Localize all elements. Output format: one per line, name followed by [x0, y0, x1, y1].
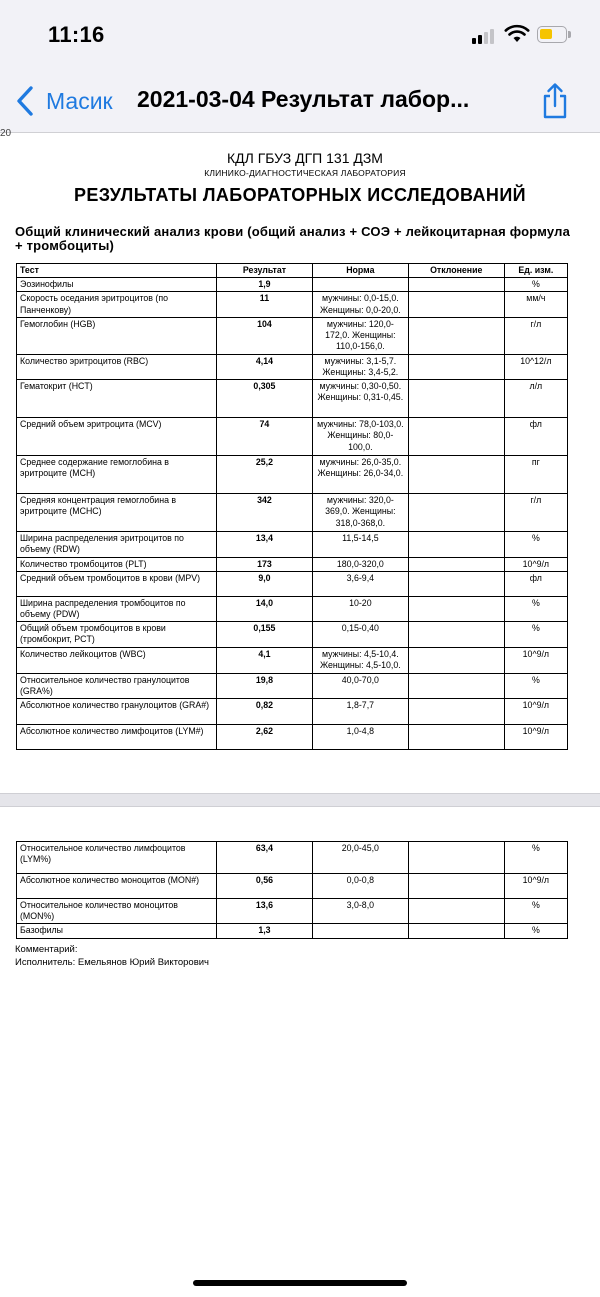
- table-row: [17, 317, 568, 354]
- header-unit: Ед. изм.: [504, 264, 567, 278]
- cell-test: Количество эритроцитов (RBC): [17, 354, 217, 379]
- cell-result: 25,2: [216, 456, 312, 494]
- cell-deviation: [408, 874, 504, 899]
- cell-unit: 10^9/л: [504, 874, 567, 899]
- results-table-page-1: [16, 263, 568, 750]
- cell-unit: %: [504, 596, 567, 621]
- cell-deviation: [408, 699, 504, 725]
- cell-norm: мужчины: 320,0-369,0. Женщины: 318,0-368,0.: [312, 494, 408, 532]
- cell-result: 11: [216, 292, 312, 317]
- table-row: [17, 557, 568, 571]
- cell-unit: л/л: [504, 380, 567, 418]
- executor-line: Исполнитель: Емельянов Юрий Викторович: [15, 956, 210, 968]
- table-row: [17, 494, 568, 532]
- cell-test: Количество лейкоцитов (WBC): [17, 648, 217, 673]
- cell-unit: %: [504, 673, 567, 698]
- page-separator: [0, 793, 600, 807]
- organization-name: КДЛ ГБУЗ ДГП 131 ДЗМ: [227, 150, 383, 166]
- cell-norm: 0,15-0,40: [312, 622, 408, 648]
- cell-result: 4,1: [216, 648, 312, 673]
- share-icon[interactable]: [540, 82, 570, 120]
- header-norm: Норма: [312, 264, 408, 278]
- cell-deviation: [408, 842, 504, 874]
- section-title: Общий клинический анализ крови (общий анализ + СОЭ + лейкоцитарная формула + тромбоциты): [15, 224, 571, 253]
- cell-result: 4,14: [216, 354, 312, 379]
- wifi-icon: [504, 24, 530, 44]
- table-row: [17, 622, 568, 648]
- cell-result: 0,305: [216, 380, 312, 418]
- cell-norm: мужчины: 120,0-172,0. Женщины: 110,0-156,0.: [312, 317, 408, 354]
- cell-deviation: [408, 571, 504, 596]
- cell-deviation: [408, 899, 504, 924]
- cell-unit: 10^9/л: [504, 725, 567, 750]
- cell-deviation: [408, 622, 504, 648]
- cell-deviation: [408, 596, 504, 621]
- cell-result: 13,4: [216, 532, 312, 557]
- cell-result: 0,56: [216, 874, 312, 899]
- table-row: [17, 418, 568, 456]
- cell-deviation: [408, 354, 504, 379]
- cell-test: Ширина распределения тромбоцитов по объему (PDW): [17, 596, 217, 621]
- document-header: [0, 150, 600, 178]
- cell-unit: %: [504, 622, 567, 648]
- table-row: [17, 532, 568, 557]
- cell-test: Количество тромбоцитов (PLT): [17, 557, 217, 571]
- cell-test: Средняя концентрация гемоглобина в эритроците (MCHC): [17, 494, 217, 532]
- cell-norm: 1,0-4,8: [312, 725, 408, 750]
- cell-deviation: [408, 494, 504, 532]
- cell-result: 9,0: [216, 571, 312, 596]
- cell-norm: 3,0-8,0: [312, 899, 408, 924]
- table-row: [17, 278, 568, 292]
- document-footer: [15, 944, 209, 969]
- cell-norm: мужчины: 3,1-5,7. Женщины: 3,4-5,2.: [312, 354, 408, 379]
- cell-unit: 10^9/л: [504, 557, 567, 571]
- back-label: Масик: [46, 87, 113, 114]
- cell-result: 1,9: [216, 278, 312, 292]
- cell-unit: мм/ч: [504, 292, 567, 317]
- cell-test: Базофилы: [17, 924, 217, 938]
- cell-norm: мужчины: 4,5-10,4. Женщины: 4,5-10,0.: [312, 648, 408, 673]
- cell-result: 74: [216, 418, 312, 456]
- document-title: РЕЗУЛЬТАТЫ ЛАБОРАТОРНЫХ ИССЛЕДОВАНИЙ: [73, 185, 527, 205]
- cell-test: Средний объем эритроцита (MCV): [17, 418, 217, 456]
- table-row: [17, 725, 568, 750]
- cell-test: Абсолютное количество лимфоцитов (LYM#): [17, 725, 217, 750]
- cell-result: 14,0: [216, 596, 312, 621]
- cell-unit: пг: [504, 456, 567, 494]
- cell-norm: 10-20: [312, 596, 408, 621]
- cell-test: Относительное количество гранулоцитов (GRA%): [17, 673, 217, 698]
- cell-deviation: [408, 456, 504, 494]
- cell-deviation: [408, 278, 504, 292]
- table-row: [17, 571, 568, 596]
- battery-tip: [568, 31, 571, 38]
- cell-unit: фл: [504, 571, 567, 596]
- table-row: [17, 842, 568, 874]
- table-row: [17, 292, 568, 317]
- cell-deviation: [408, 648, 504, 673]
- cell-deviation: [408, 317, 504, 354]
- results-table-page-2: [16, 841, 568, 939]
- page-number-cut: 20: [0, 128, 12, 139]
- cell-test: Среднее содержание гемоглобина в эритроците (MCH): [17, 456, 217, 494]
- cell-norm: мужчины: 78,0-103,0. Женщины: 80,0-100,0.: [312, 418, 408, 456]
- cell-test: Скорость оседания эритроцитов (по Панченкову): [17, 292, 217, 317]
- cell-norm: мужчины: 26,0-35,0. Женщины: 26,0-34,0.: [312, 456, 408, 494]
- comment-label: Комментарий:: [15, 944, 78, 955]
- cell-result: 1,3: [216, 924, 312, 938]
- cell-deviation: [408, 292, 504, 317]
- status-time: 11:16: [48, 22, 105, 47]
- cell-deviation: [408, 725, 504, 750]
- cell-test: Эозинофилы: [17, 278, 217, 292]
- navigation-bar: [0, 70, 600, 133]
- cell-test: Гематокрит (HCT): [17, 380, 217, 418]
- cell-unit: г/л: [504, 494, 567, 532]
- cell-unit: г/л: [504, 317, 567, 354]
- table-row: [17, 924, 568, 938]
- cell-norm: 1,8-7,7: [312, 699, 408, 725]
- cell-test: Абсолютное количество моноцитов (MON#): [17, 874, 217, 899]
- cell-norm: [312, 278, 408, 292]
- cell-test: Абсолютное количество гранулоцитов (GRA#): [17, 699, 217, 725]
- table-row: [17, 456, 568, 494]
- cell-deviation: [408, 924, 504, 938]
- cell-deviation: [408, 532, 504, 557]
- home-indicator[interactable]: [193, 1280, 407, 1286]
- cell-unit: 10^9/л: [504, 648, 567, 673]
- cell-unit: %: [504, 842, 567, 874]
- cell-test: Ширина распределения эритроцитов по объему (RDW): [17, 532, 217, 557]
- table-header-row: [17, 264, 568, 278]
- chevron-left-icon: [14, 85, 36, 117]
- cell-norm: 180,0-320,0: [312, 557, 408, 571]
- table-row: [17, 380, 568, 418]
- cellular-signal-icon: [472, 28, 498, 44]
- cell-result: 13,6: [216, 899, 312, 924]
- cell-result: 2,62: [216, 725, 312, 750]
- cell-test: Относительное количество лимфоцитов (LYM%): [17, 842, 217, 874]
- header-result: Результат: [216, 264, 312, 278]
- cell-norm: [312, 924, 408, 938]
- cell-norm: мужчины: 0,0-15,0. Женщины: 0,0-20,0.: [312, 292, 408, 317]
- table-row: [17, 673, 568, 698]
- cell-deviation: [408, 557, 504, 571]
- cell-result: 173: [216, 557, 312, 571]
- header-deviation: Отклонение: [408, 264, 504, 278]
- cell-norm: мужчины: 0,30-0,50. Женщины: 0,31-0,45.: [312, 380, 408, 418]
- cell-unit: фл: [504, 418, 567, 456]
- cell-unit: %: [504, 278, 567, 292]
- cell-unit: %: [504, 899, 567, 924]
- cell-norm: 3,6-9,4: [312, 571, 408, 596]
- cell-norm: 11,5-14,5: [312, 532, 408, 557]
- cell-test: Относительное количество моноцитов (MON%): [17, 899, 217, 924]
- status-bar: [0, 0, 600, 70]
- table-row: [17, 699, 568, 725]
- table-row: [17, 354, 568, 379]
- cell-result: 342: [216, 494, 312, 532]
- header-test: Тест: [17, 264, 217, 278]
- cell-unit: 10^12/л: [504, 354, 567, 379]
- cell-deviation: [408, 418, 504, 456]
- cell-result: 104: [216, 317, 312, 354]
- table-row: [17, 899, 568, 924]
- battery-icon: [537, 26, 567, 43]
- cell-result: 19,8: [216, 673, 312, 698]
- cell-unit: %: [504, 532, 567, 557]
- cell-test: Средний объем тромбоцитов в крови (MPV): [17, 571, 217, 596]
- table-row: [17, 596, 568, 621]
- cell-deviation: [408, 673, 504, 698]
- cell-norm: 20,0-45,0: [312, 842, 408, 874]
- cell-norm: 0,0-0,8: [312, 874, 408, 899]
- cell-norm: 40,0-70,0: [312, 673, 408, 698]
- table-row: [17, 874, 568, 899]
- back-button[interactable]: [14, 84, 113, 118]
- cell-unit: %: [504, 924, 567, 938]
- cell-deviation: [408, 380, 504, 418]
- cell-result: 63,4: [216, 842, 312, 874]
- page-title: 2021-03-04 Результат лабор...: [137, 86, 470, 112]
- cell-test: Общий объем тромбоцитов в крови (тромбокрит, PCT): [17, 622, 217, 648]
- cell-test: Гемоглобин (HGB): [17, 317, 217, 354]
- cell-unit: 10^9/л: [504, 699, 567, 725]
- cell-result: 0,155: [216, 622, 312, 648]
- table-row: [17, 648, 568, 673]
- organization-subtitle: КЛИНИКО-ДИАГНОСТИЧЕСКАЯ ЛАБОРАТОРИЯ: [204, 168, 406, 178]
- cell-result: 0,82: [216, 699, 312, 725]
